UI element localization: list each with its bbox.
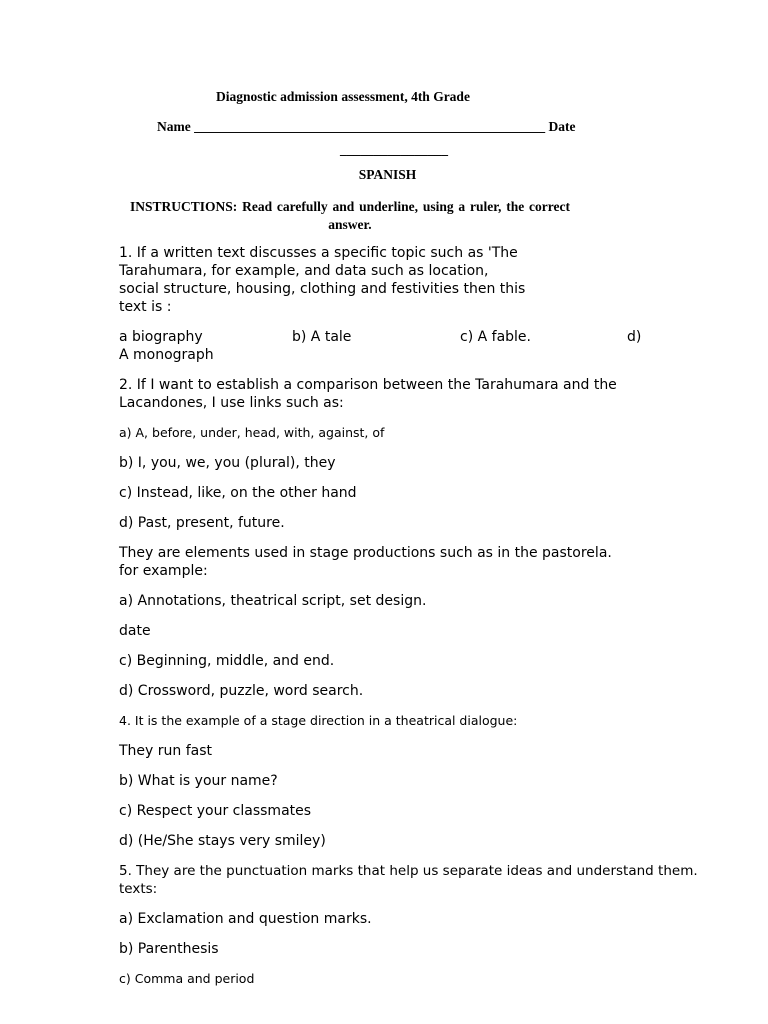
- question-5-line-1: 5. They are the punctuation marks that help us separate ideas and understand them.: [119, 863, 698, 879]
- document-title: Diagnostic admission assessment, 4th Grade: [216, 89, 470, 104]
- question-2-option-b: b) I, you, we, you (plural), they: [119, 455, 336, 471]
- question-4: 4. It is the example of a stage direction in a theatrical dialogue:: [119, 713, 518, 728]
- question-1-line-4: text is :: [119, 299, 172, 315]
- question-1-line-3: social structure, housing, clothing and festivities then this: [119, 281, 526, 297]
- subject-heading: SPANISH: [358, 167, 417, 182]
- question-1-option-a: a biography: [119, 329, 203, 345]
- question-5-option-c: c) Comma and period: [119, 971, 255, 986]
- question-1-option-d-text: A monograph: [119, 347, 214, 363]
- question-3: [119, 544, 709, 580]
- question-4-option-d: d) (He/She stays very smiley): [119, 833, 326, 849]
- question-3-option-d: d) Crossword, puzzle, word search.: [119, 683, 364, 699]
- question-1-option-b: b) A tale: [292, 329, 352, 345]
- question-1-line-1: 1. If a written text discusses a specific topic such as 'The: [119, 245, 518, 261]
- question-2-option-c: c) Instead, like, on the other hand: [119, 485, 357, 501]
- question-5-line-2: texts:: [119, 881, 158, 897]
- date-blank-line: ________________: [340, 142, 448, 157]
- question-3-line-1: They are elements used in stage productions such as in the pastorela.: [119, 545, 612, 561]
- question-2: [119, 376, 709, 412]
- question-4-option-a: They run fast: [119, 743, 213, 759]
- instructions: INSTRUCTIONS: Read carefully and underline, using a ruler, the correct answer.: [130, 199, 570, 232]
- question-1: [119, 244, 709, 316]
- question-2-option-d: d) Past, present, future.: [119, 515, 285, 531]
- question-4-option-b: b) What is your name?: [119, 773, 278, 789]
- question-4-option-c: c) Respect your classmates: [119, 803, 312, 819]
- name-date-line: Name ____________________________________________________ Date: [157, 119, 576, 134]
- question-1-option-c: c) A fable.: [460, 329, 531, 345]
- question-5: [119, 862, 709, 898]
- question-2-option-a: a) A, before, under, head, with, against, of: [119, 425, 385, 440]
- question-5-option-a: a) Exclamation and question marks.: [119, 911, 372, 927]
- question-5-option-b: b) Parenthesis: [119, 941, 219, 957]
- question-3-option-c: c) Beginning, middle, and end.: [119, 653, 335, 669]
- question-3-option-a: a) Annotations, theatrical script, set design.: [119, 593, 427, 609]
- question-1-options: [119, 328, 709, 364]
- question-1-option-d: d): [627, 329, 642, 345]
- question-2-line-2: Lacandones, I use links such as:: [119, 395, 344, 411]
- question-list: [119, 244, 709, 1000]
- question-2-line-1: 2. If I want to establish a comparison between the Tarahumara and the: [119, 377, 617, 393]
- question-1-line-2: Tarahumara, for example, and data such as location,: [119, 263, 489, 279]
- question-3-line-2: for example:: [119, 563, 208, 579]
- question-3-option-b: date: [119, 623, 151, 639]
